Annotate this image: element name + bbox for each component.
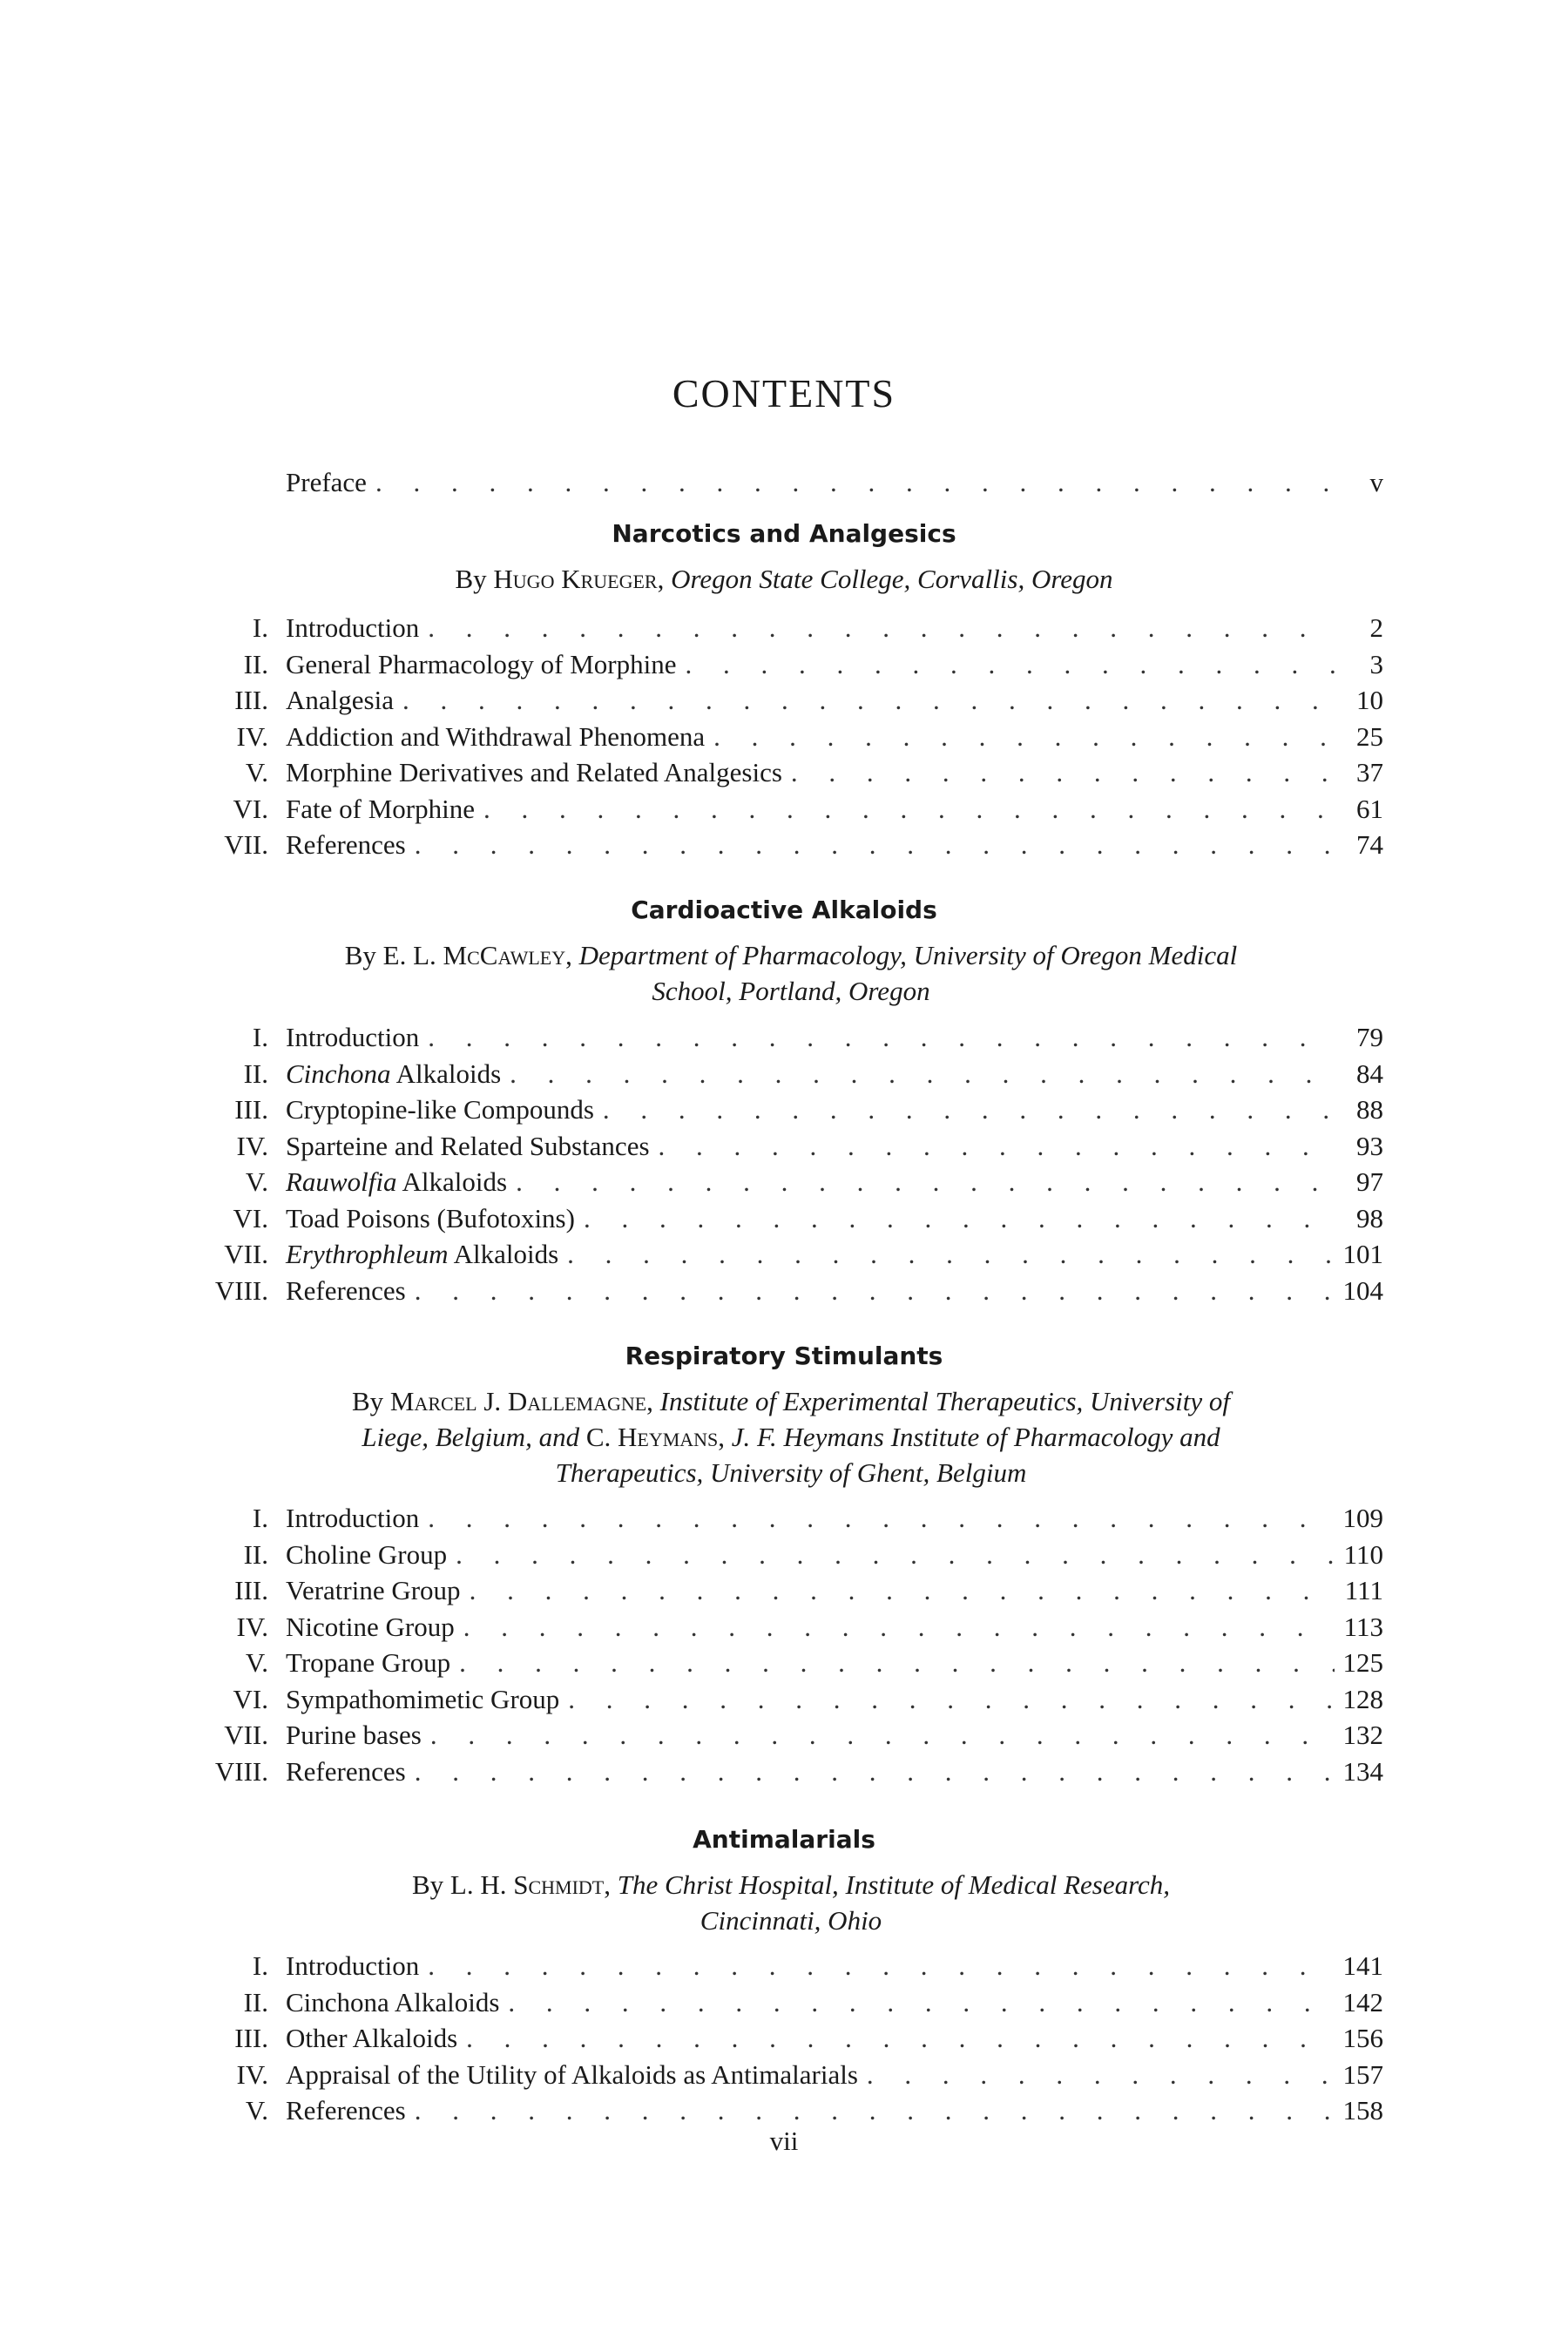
leader-dots: [713, 719, 1335, 755]
leader-dots: [428, 1019, 1335, 1056]
entry-page: 110: [1343, 1538, 1383, 1570]
author-affiliation-cont: School, Portland, Oregon: [652, 976, 930, 1006]
entry-number: III.: [234, 1575, 268, 1605]
entry-page: 157: [1342, 2058, 1383, 2090]
section-byline: By Marcel J. Dallemagne, Institute of Experimental Therapeutics, University of Liege, Belgium, and C. Heymans, J. F. Heymans Institute of Pharmacology and Therapeutics, University of Ghent, Belgium: [351, 1386, 1231, 1488]
leader-dots: [456, 1537, 1335, 1573]
entry-number: III.: [234, 2023, 268, 2053]
leader-dots: [415, 2092, 1335, 2129]
leader-dots: [375, 464, 1335, 501]
toc-entry[interactable]: [199, 1572, 1383, 1609]
section-entries: [199, 1948, 1383, 2129]
entry-page: 101: [1342, 1239, 1383, 1269]
entry-page: 104: [1342, 1274, 1383, 1306]
section-byline: By L. H. Schmidt, The Christ Hospital, Institute of Medical Research, Cincinnati, Ohio: [411, 1869, 1171, 1936]
leader-dots: [428, 1948, 1335, 1984]
leader-dots: [463, 1609, 1335, 1646]
leader-dots: [686, 646, 1335, 683]
author-affiliation-cont: Cincinnati, Ohio: [700, 1905, 882, 1936]
section-byline: By E. L. McCawley, Department of Pharmacology, University of Oregon Medical School, Portland, Oregon: [344, 940, 1238, 1006]
entry-number: VI.: [233, 1202, 268, 1233]
entry-label: Analgesia: [286, 685, 394, 715]
entry-page: 142: [1342, 1986, 1383, 2017]
leader-dots: [459, 1645, 1335, 1681]
entry-number: VI.: [233, 793, 268, 824]
entry-page: 88: [1356, 1094, 1383, 1125]
entry-page: 158: [1342, 2095, 1383, 2126]
entry-page: 109: [1342, 1503, 1383, 1533]
entry-page: 98: [1356, 1202, 1383, 1233]
author-affiliation: The Christ Hospital, Institute of Medical Research,: [617, 1869, 1171, 1900]
entry-page: 128: [1342, 1683, 1383, 1714]
leader-dots: [415, 827, 1335, 863]
entry-page: 97: [1356, 1166, 1383, 1197]
entry-label: References: [286, 1274, 406, 1306]
section-entries: [199, 610, 1383, 863]
entry-page: 141: [1342, 1950, 1383, 1981]
author-affiliation: Institute of Experimental Therapeutics, University of: [659, 1386, 1231, 1416]
entry-number: VII.: [224, 1239, 268, 1269]
leader-dots: [415, 1273, 1335, 1309]
leader-dots: [415, 1754, 1335, 1790]
entry-page: 25: [1356, 720, 1383, 752]
entry-number: II.: [243, 648, 268, 679]
entry-label: [286, 1236, 567, 1273]
entry-label: References: [286, 829, 406, 860]
entry-number: I.: [252, 1022, 268, 1052]
toc-entry[interactable]: [199, 1948, 1383, 1984]
entry-label: [286, 1164, 516, 1200]
entry-label: Introduction: [286, 1022, 420, 1052]
toc-entry[interactable]: [199, 1273, 1383, 1309]
toc-entry[interactable]: [199, 1200, 1383, 1237]
leader-dots: [470, 1572, 1335, 1609]
entry-label: Appraisal of the Utility of Alkaloids as Antimalarials: [286, 2058, 858, 2090]
entry-page: 84: [1356, 1058, 1383, 1089]
entry-label: Introduction: [286, 1503, 420, 1533]
byline-prefix: By: [455, 564, 487, 594]
page-heading: CONTENTS: [672, 371, 896, 416]
entry-label: Morphine Derivatives and Related Analgesics: [286, 757, 782, 787]
toc-entry[interactable]: [199, 1984, 1383, 2021]
entry-number: V.: [245, 757, 268, 787]
entry-number: VI.: [233, 1683, 268, 1714]
entry-label: Nicotine Group: [286, 1611, 455, 1642]
entry-label-italic: Cinchona: [286, 1058, 391, 1089]
section-title: Antimalarials: [693, 1825, 875, 1854]
author-name: Hugo Krueger: [493, 564, 658, 594]
section-title: Respiratory Stimulants: [625, 1342, 943, 1370]
entry-label: Introduction: [286, 612, 420, 643]
entry-page: 113: [1343, 1611, 1383, 1642]
section-byline: By Hugo Krueger, Oregon State College, Corvallis, Oregon: [455, 564, 1113, 594]
entry-number: V.: [245, 2095, 268, 2126]
leader-dots: [603, 1092, 1335, 1128]
entry-number: IV.: [236, 1611, 268, 1642]
section-entries: [199, 1500, 1383, 1789]
entry-page: 134: [1342, 1755, 1383, 1787]
preface-block: [199, 464, 1383, 501]
entry-label: Sparteine and Related Substances: [286, 1130, 650, 1161]
toc-entry[interactable]: [199, 464, 1383, 501]
entry-page: 10: [1356, 685, 1383, 715]
entry-label-italic: Erythrophleum: [286, 1239, 449, 1269]
entry-number: VIII.: [214, 1755, 268, 1787]
toc-entry[interactable]: [199, 682, 1383, 719]
section-title: Cardioactive Alkaloids: [631, 896, 937, 924]
toc-entry[interactable]: [199, 791, 1383, 828]
leader-dots: [428, 1500, 1335, 1537]
toc-entry[interactable]: [199, 1645, 1383, 1681]
entry-label: Purine bases: [286, 1720, 422, 1750]
entry-label-italic: Rauwolfia: [286, 1166, 397, 1197]
toc-entry[interactable]: [199, 1717, 1383, 1754]
byline-prefix: By E. L.: [344, 940, 436, 970]
entry-number: VII.: [224, 1720, 268, 1750]
entry-number: I.: [252, 1950, 268, 1981]
toc-entry[interactable]: [199, 610, 1383, 646]
leader-dots: [867, 2057, 1335, 2093]
leader-dots: [516, 1164, 1335, 1200]
leader-dots: [508, 1984, 1335, 2021]
entry-label: General Pharmacology of Morphine: [286, 648, 677, 679]
leader-dots: [791, 754, 1335, 791]
entry-number: III.: [234, 685, 268, 715]
entry-label: Introduction: [286, 1950, 420, 1981]
toc-entry[interactable]: [199, 1754, 1383, 1790]
entry-number: II.: [243, 1986, 268, 2017]
toc-entry[interactable]: [199, 1236, 1383, 1273]
leader-dots: [568, 1681, 1335, 1718]
entry-label: References: [286, 2095, 406, 2126]
entry-label: References: [286, 1755, 406, 1787]
leader-dots: [510, 1056, 1335, 1092]
leader-dots: [428, 610, 1335, 646]
entry-number: IV.: [236, 2058, 268, 2090]
entry-page: 61: [1356, 793, 1383, 824]
entry-page: 156: [1342, 2023, 1383, 2053]
toc-entry[interactable]: [199, 1164, 1383, 1200]
entry-label-text: Alkaloids: [453, 1239, 559, 1269]
author-affiliation-cont: Therapeutics, University of Ghent, Belgium: [555, 1457, 1027, 1488]
leader-dots: [466, 2020, 1335, 2057]
entry-page: 93: [1356, 1130, 1383, 1161]
author-name: C. Heymans: [585, 1422, 719, 1452]
author-name: Marcel J. Dallemagne: [389, 1386, 647, 1416]
byline-prefix: By L. H.: [411, 1869, 507, 1900]
toc-entry[interactable]: [199, 1537, 1383, 1573]
entry-page: 3: [1369, 648, 1383, 679]
leader-dots: [402, 682, 1335, 719]
entry-number: IV.: [236, 1130, 268, 1161]
leader-dots: [659, 1128, 1335, 1165]
entry-label: Fate of Morphine: [286, 793, 475, 824]
entry-number: III.: [234, 1094, 268, 1125]
entry-label: Tropane Group: [286, 1647, 451, 1678]
section-title: Narcotics and Analgesics: [612, 519, 956, 548]
toc-entry[interactable]: [199, 2092, 1383, 2129]
entry-number: IV.: [236, 720, 268, 752]
entry-label: Veratrine Group: [286, 1575, 461, 1605]
entry-number: II.: [243, 1538, 268, 1570]
toc-entry[interactable]: [199, 1609, 1383, 1646]
toc-entry[interactable]: [199, 2020, 1383, 2057]
entry-number: II.: [243, 1058, 268, 1089]
entry-page: 132: [1342, 1720, 1383, 1750]
entry-label-text: Alkaloids: [395, 1058, 502, 1089]
toc-entry[interactable]: [199, 719, 1383, 755]
author-affiliation: Department of Pharmacology, University of Oregon Medical: [578, 940, 1238, 970]
entry-label: Cinchona Alkaloids: [286, 1986, 500, 2017]
entry-number: I.: [252, 1503, 268, 1533]
entry-label: Addiction and Withdrawal Phenomena: [286, 720, 706, 752]
toc-entry[interactable]: [199, 646, 1383, 683]
entry-label: Choline Group: [286, 1538, 448, 1570]
byline-prefix: By: [351, 1386, 384, 1416]
entry-page: 74: [1356, 829, 1383, 860]
entry-label: Sympathomimetic Group: [286, 1683, 560, 1714]
page-folio: vii: [769, 2126, 799, 2156]
section-entries: [199, 1019, 1383, 1308]
leader-dots: [584, 1200, 1335, 1237]
entry-label: [286, 1056, 510, 1092]
toc-entry[interactable]: [199, 754, 1383, 791]
toc-entry[interactable]: [199, 2057, 1383, 2093]
entry-page: 79: [1356, 1022, 1383, 1052]
entry-number: VIII.: [214, 1274, 268, 1306]
entry-page: 125: [1342, 1647, 1383, 1678]
entry-label: Toad Poisons (Bufotoxins): [286, 1202, 575, 1233]
author-name: Schmidt: [513, 1869, 605, 1900]
entry-number: VII.: [224, 829, 268, 860]
toc-entry[interactable]: [199, 1056, 1383, 1092]
entry-label: Preface: [286, 467, 367, 497]
toc-entry[interactable]: [199, 1681, 1383, 1718]
entry-page: 37: [1356, 757, 1383, 787]
entry-page: 2: [1369, 612, 1383, 643]
toc-entry[interactable]: [199, 827, 1383, 863]
entry-page: v: [1369, 467, 1383, 497]
byline-conjunction: and: [538, 1422, 580, 1452]
entry-page: 111: [1344, 1575, 1383, 1605]
leader-dots: [567, 1236, 1335, 1273]
entry-label-text: Alkaloids: [402, 1166, 508, 1197]
author-affiliation: J. F. Heymans Institute of Pharmacology and: [731, 1422, 1220, 1452]
author-affiliation: Oregon State College, Corvallis, Oregon: [671, 564, 1113, 594]
leader-dots: [430, 1717, 1335, 1754]
entry-number: I.: [252, 612, 268, 643]
entry-label: Cryptopine-like Compounds: [286, 1094, 594, 1125]
toc-entry[interactable]: [199, 1500, 1383, 1537]
entry-number: V.: [245, 1166, 268, 1197]
author-affiliation-cont: Liege, Belgium,: [362, 1422, 532, 1452]
author-name: McCawley: [443, 940, 566, 970]
toc-entry[interactable]: [199, 1019, 1383, 1056]
toc-entry[interactable]: [199, 1128, 1383, 1165]
entry-number: V.: [245, 1647, 268, 1678]
toc-entry[interactable]: [199, 1092, 1383, 1128]
entry-label: Other Alkaloids: [286, 2023, 458, 2053]
leader-dots: [483, 791, 1335, 828]
